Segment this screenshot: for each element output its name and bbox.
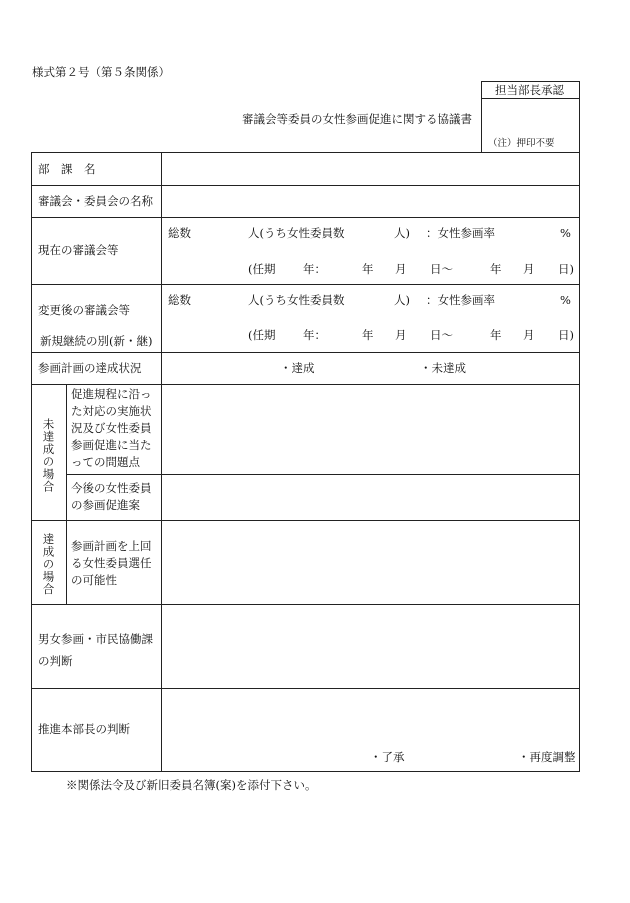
- current-end-year: 年: [490, 262, 502, 276]
- current-people-close: 人): [394, 226, 410, 240]
- option-readjust[interactable]: ・再度調整: [518, 750, 576, 764]
- changed-end-year: 年: [490, 328, 502, 342]
- dept-name-label: 部 課 名: [38, 162, 96, 176]
- current-end-month: 月: [523, 262, 535, 276]
- achieved-possibility-label: 参画計画を上回 る女性委員選任 の可能性: [71, 539, 152, 587]
- changed-start-month: 月: [395, 328, 407, 342]
- achievement-status-label: 参画計画の達成状況: [38, 361, 142, 375]
- current-percent: %: [560, 226, 571, 240]
- changed-end-month: 月: [523, 328, 535, 342]
- footer-note: ※関係法令及び新旧委員名簿(案)を添付下さい。: [66, 778, 317, 792]
- changed-council-label: 変更後の審議会等: [38, 303, 130, 317]
- current-start-day: 日～: [430, 262, 453, 276]
- current-ratio-label: ：女性参画率: [426, 226, 495, 240]
- current-term-open: (任期: [248, 262, 276, 276]
- achieved-group-label: 達成の場合: [41, 533, 56, 596]
- changed-ratio-label: ：女性参画率: [426, 293, 495, 307]
- option-not-achieved[interactable]: ・未達成: [420, 361, 466, 375]
- current-people-open: 人(うち女性委員数: [248, 226, 345, 240]
- changed-people-close: 人): [394, 293, 410, 307]
- renewal-type-label: 新規継続の別(新・継): [40, 334, 153, 348]
- promotion-hq-label: 推進本部長の判断: [38, 722, 130, 736]
- current-total-label: 総数: [168, 226, 191, 240]
- changed-start-year: 年: [362, 328, 374, 342]
- document-title: 審議会等委員の女性参画促進に関する協議書: [242, 112, 472, 126]
- current-start-month: 月: [395, 262, 407, 276]
- gender-division-field[interactable]: [162, 605, 579, 688]
- current-year-colon: 年：: [303, 262, 326, 276]
- changed-end-day: 日): [558, 328, 574, 342]
- current-end-day: 日): [558, 262, 574, 276]
- changed-start-day: 日～: [430, 328, 453, 342]
- gender-division-label: 男女参画・市民協働課 の判断: [38, 632, 153, 668]
- changed-total-label: 総数: [168, 293, 191, 307]
- changed-term-open: (任期: [248, 328, 276, 342]
- achieved-possibility-field[interactable]: [162, 521, 579, 604]
- approval-header: 担当部長承認: [495, 83, 564, 97]
- changed-percent: %: [560, 293, 571, 307]
- not-achieved-issue-label: 促進規程に沿っ た対応の実施状 況及び女性委員 参画促進に当た っての問題点: [71, 387, 152, 469]
- not-achieved-group-label: 未達成の場合: [41, 418, 56, 493]
- council-name-field[interactable]: [162, 186, 579, 217]
- option-approved[interactable]: ・了承: [370, 750, 405, 764]
- form-number: 様式第２号（第５条関係）: [32, 65, 170, 79]
- dept-name-field[interactable]: [162, 153, 579, 185]
- council-name-label: 審議会・委員会の名称: [38, 194, 153, 208]
- not-achieved-issue-field[interactable]: [162, 385, 579, 474]
- current-council-label: 現在の審議会等: [38, 243, 119, 257]
- changed-year-colon: 年：: [303, 328, 326, 342]
- current-start-year: 年: [362, 262, 374, 276]
- future-plan-label: 今後の女性委員 の参画促進案: [71, 481, 152, 512]
- option-achieved[interactable]: ・達成: [280, 361, 315, 375]
- changed-people-open: 人(うち女性委員数: [248, 293, 345, 307]
- future-plan-field[interactable]: [162, 475, 579, 520]
- approval-note: （注）押印不要: [488, 138, 555, 149]
